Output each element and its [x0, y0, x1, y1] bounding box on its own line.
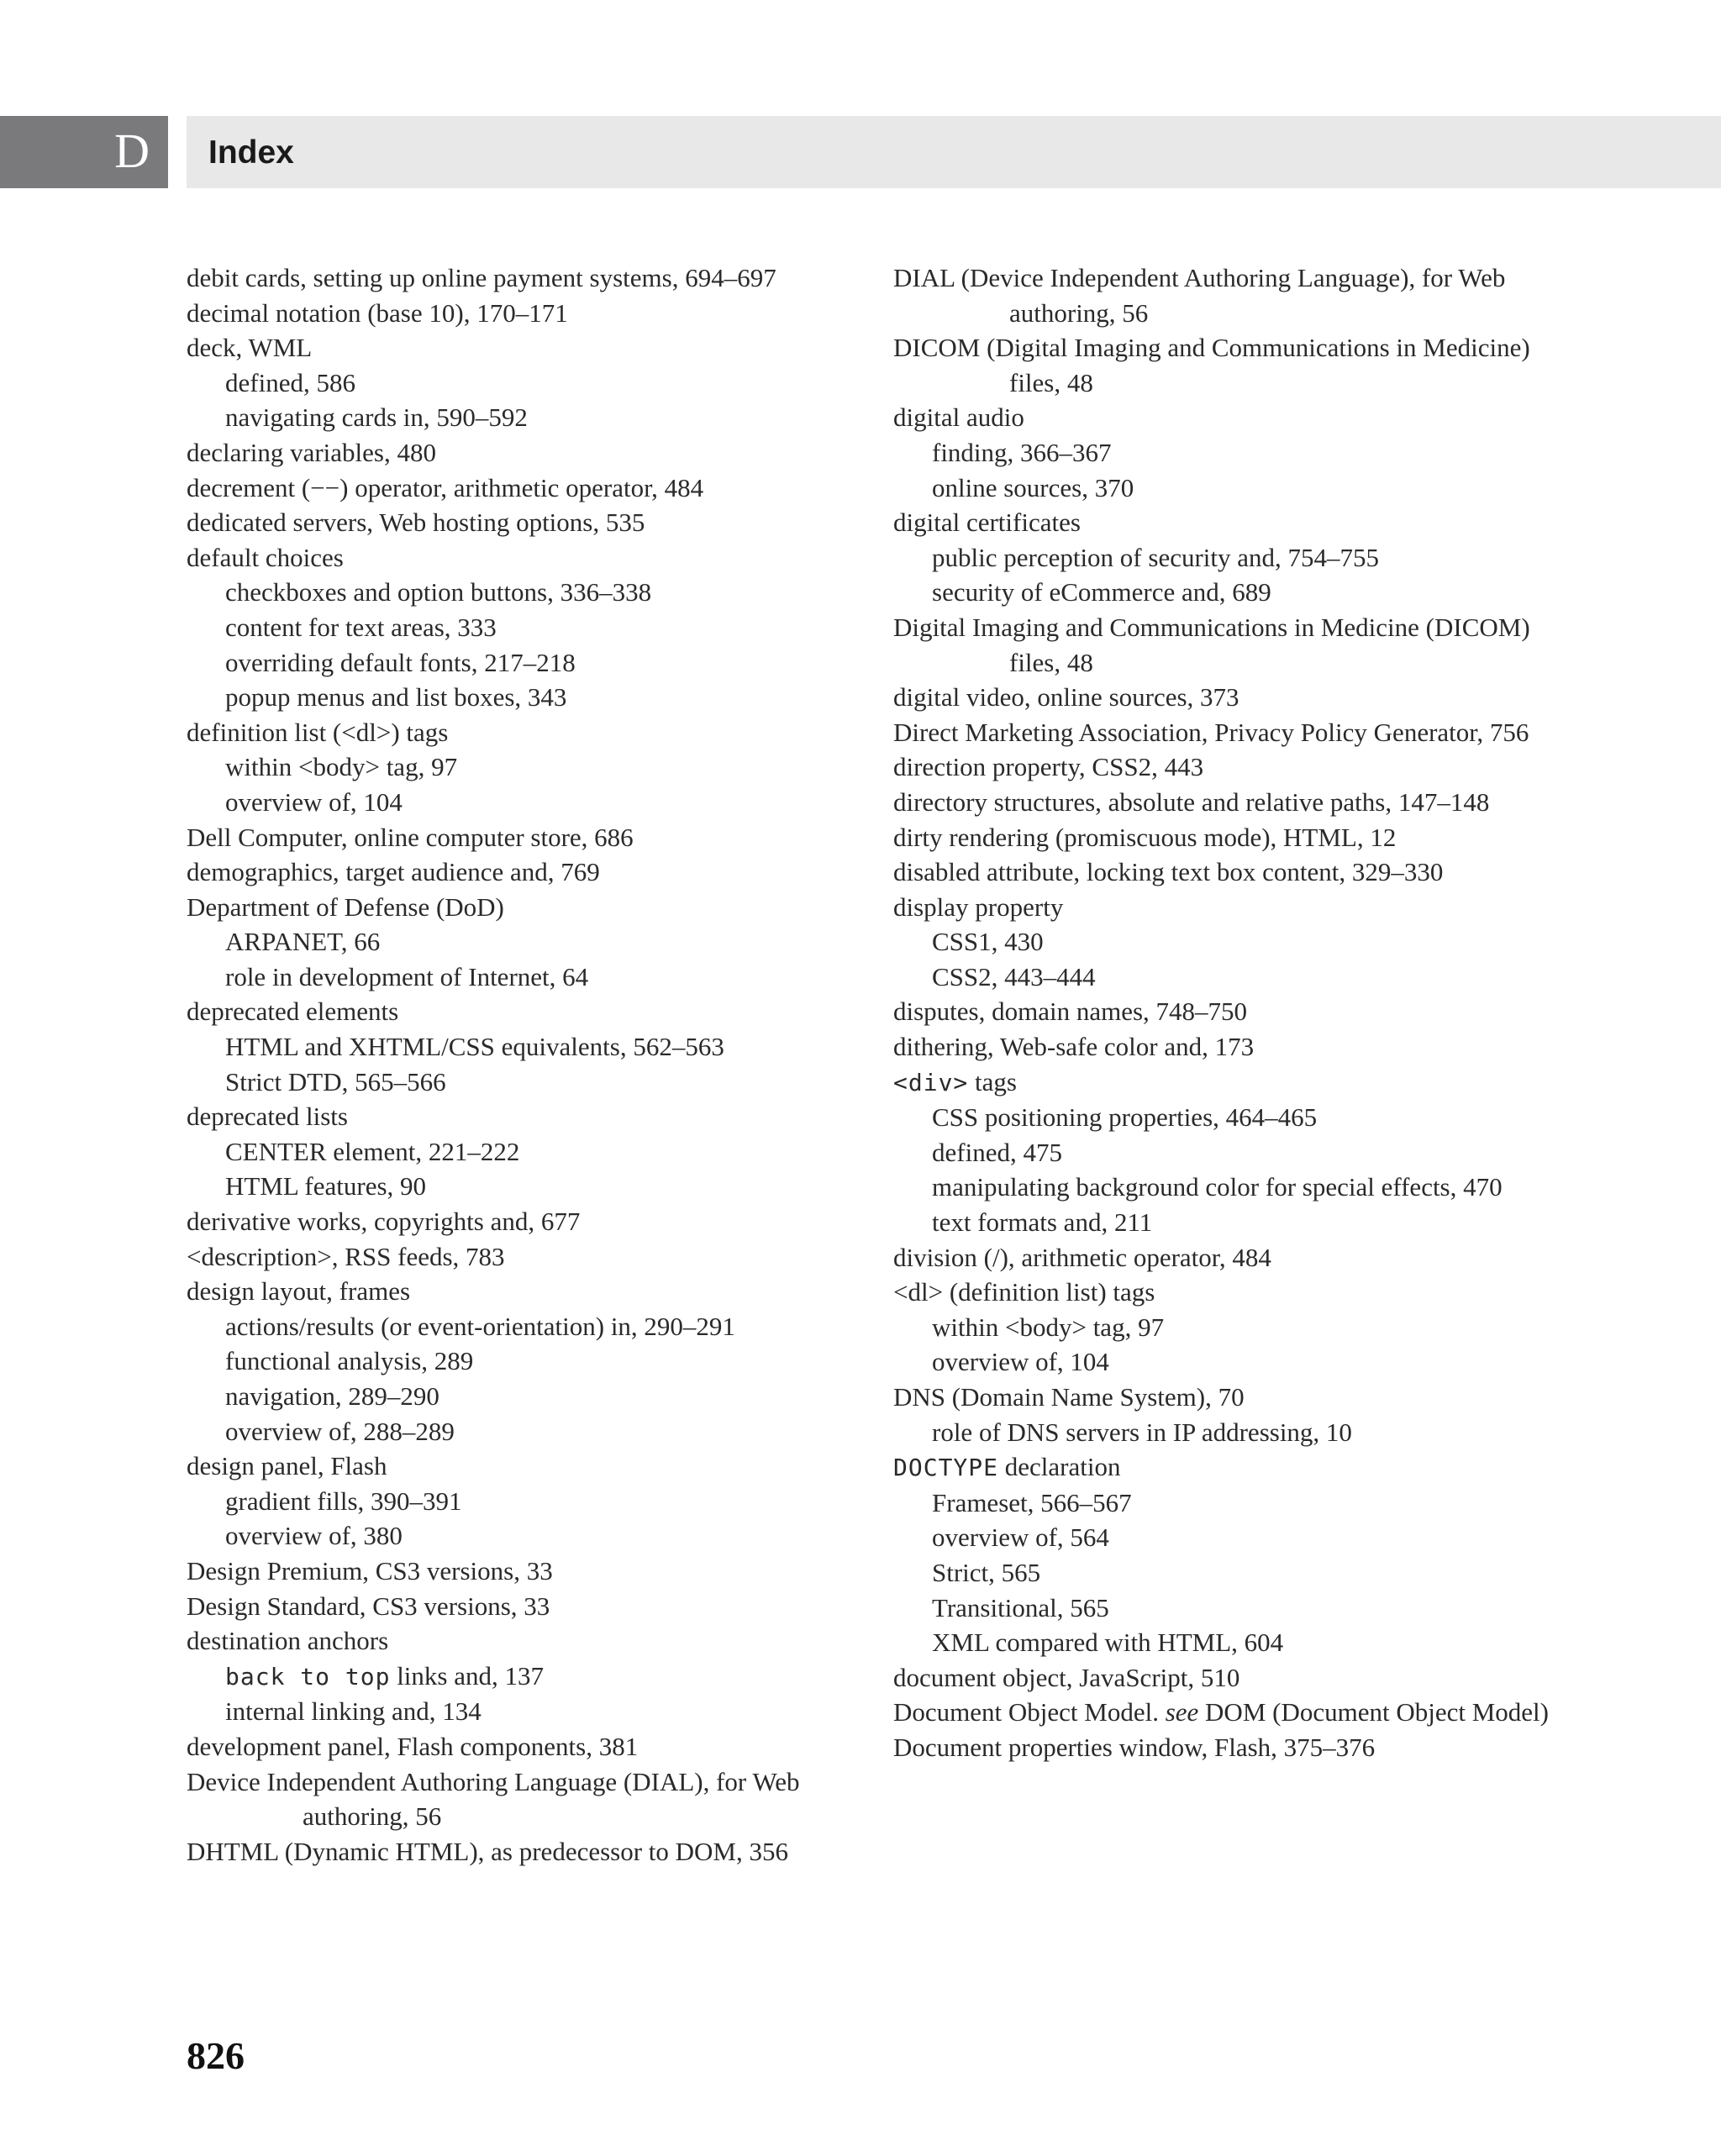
index-entry	[893, 260, 1582, 330]
index-entry	[187, 1589, 876, 1624]
index-subentry	[893, 1591, 1582, 1626]
index-entry	[893, 400, 1582, 435]
entry-text: overview of, 380	[225, 1521, 403, 1551]
index-subentry	[893, 960, 1582, 995]
index-entry	[893, 330, 1582, 400]
index-subentry	[893, 1170, 1582, 1205]
entry-text: Design Standard, CS3 versions, 33	[187, 1591, 550, 1621]
entry-text: deprecated elements	[187, 996, 399, 1027]
index-entry	[187, 1274, 876, 1309]
index-entry	[893, 680, 1582, 715]
entry-text: deck, WML	[187, 333, 313, 363]
index-entry	[893, 1695, 1582, 1730]
entry-text: DIAL (Device Independent Authoring Language), for Web authoring, 56	[893, 263, 1506, 328]
index-entry	[893, 855, 1582, 890]
index-entry	[893, 1065, 1582, 1101]
index-subentry	[187, 1169, 876, 1204]
index-entry	[893, 890, 1582, 925]
entry-text: dedicated servers, Web hosting options, 535	[187, 507, 645, 538]
entry-text: defined, 475	[932, 1137, 1062, 1167]
entry-text: overview of, 104	[932, 1347, 1109, 1377]
entry-text: overview of, 104	[225, 786, 403, 817]
entry-text: Frameset, 566–567	[932, 1487, 1132, 1517]
entry-text: <description>, RSS feeds, 783	[187, 1241, 505, 1271]
entry-text: within <body> tag, 97	[932, 1312, 1165, 1342]
entry-text: navigating cards in, 590–592	[225, 402, 528, 433]
entry-text: direction property, CSS2, 443	[893, 752, 1204, 782]
entry-text: CSS2, 443–444	[932, 961, 1096, 991]
index-entry	[187, 715, 876, 750]
index-subentry	[187, 924, 876, 960]
entry-text: Direct Marketing Association, Privacy Policy Generator, 756	[893, 717, 1529, 747]
index-subentry	[187, 1414, 876, 1449]
index-subentry	[187, 365, 876, 401]
index-entry	[187, 330, 876, 365]
index-entry	[187, 505, 876, 540]
entry-text: dithering, Web-safe color and, 173	[893, 1032, 1255, 1062]
index-subentry	[893, 540, 1582, 576]
entry-text: ARPANET, 66	[225, 927, 381, 957]
index-entry	[893, 1380, 1582, 1415]
code-term: back to top	[225, 1662, 391, 1691]
index-subentry	[893, 1555, 1582, 1591]
running-header	[187, 116, 1721, 188]
entry-text: disabled attribute, locking text box content, 329–330	[893, 857, 1444, 887]
entry-text: Device Independent Authoring Language (DIAL), for Web authoring, 56	[187, 1766, 800, 1832]
index-entry	[187, 1239, 876, 1275]
entry-text: tags	[968, 1066, 1017, 1096]
entry-text: design panel, Flash	[187, 1451, 387, 1481]
index-entry	[893, 994, 1582, 1029]
index-entry	[893, 505, 1582, 540]
index-subentry	[187, 1694, 876, 1729]
index-subentry	[187, 1518, 876, 1554]
index-subentry	[187, 1379, 876, 1414]
index-subentry	[187, 400, 876, 435]
entry-text: Strict, 565	[932, 1557, 1041, 1587]
index-entry	[187, 540, 876, 576]
index-subentry	[187, 1065, 876, 1100]
entry-text: overriding default fonts, 217–218	[225, 647, 576, 677]
entry-text: role in development of Internet, 64	[225, 961, 589, 991]
entry-text: destination anchors	[187, 1626, 389, 1656]
index-entry	[187, 1449, 876, 1484]
index-entry	[187, 890, 876, 925]
entry-text: CSS positioning properties, 464–465	[932, 1102, 1318, 1133]
entry-text: manipulating background color for special effects, 470	[932, 1172, 1503, 1202]
index-entry	[893, 1449, 1582, 1486]
entry-text: digital audio	[893, 402, 1024, 433]
index-subentry	[893, 1520, 1582, 1555]
entry-text: development panel, Flash components, 381	[187, 1731, 639, 1761]
entry-text: Design Premium, CS3 versions, 33	[187, 1555, 553, 1585]
entry-text: Department of Defense (DoD)	[187, 891, 504, 922]
entry-text: display property	[893, 891, 1064, 922]
index-entry	[893, 1029, 1582, 1065]
index-subentry	[893, 1205, 1582, 1240]
index-subentry	[893, 1486, 1582, 1521]
index-entry	[893, 715, 1582, 750]
index-subentry	[187, 785, 876, 820]
index-entry	[893, 1240, 1582, 1275]
entry-text: design layout, frames	[187, 1276, 411, 1307]
entry-text: text formats and, 211	[932, 1207, 1153, 1238]
index-column-right	[893, 260, 1582, 1765]
section-letter-tab	[0, 116, 168, 188]
index-subentry	[187, 1134, 876, 1170]
index-subentry	[893, 471, 1582, 506]
index-entry	[893, 785, 1582, 820]
entry-text: dirty rendering (promiscuous mode), HTML, 12	[893, 822, 1397, 852]
code-term: DOCTYPE	[893, 1454, 999, 1482]
entry-text: content for text areas, 333	[225, 612, 497, 642]
index-subentry	[187, 680, 876, 715]
entry-text: digital video, online sources, 373	[893, 682, 1239, 713]
entry-text: deprecated lists	[187, 1102, 348, 1132]
index-subentry	[187, 610, 876, 645]
entry-text: online sources, 370	[932, 472, 1134, 502]
index-entry	[187, 1554, 876, 1589]
entry-text: <dl> (definition list) tags	[893, 1277, 1155, 1307]
entry-text: DHTML (Dynamic HTML), as predecessor to DOM, 356	[187, 1836, 788, 1866]
index-entry	[187, 994, 876, 1029]
entry-text: public perception of security and, 754–755	[932, 542, 1380, 572]
entry-text: popup menus and list boxes, 343	[225, 682, 567, 713]
index-subentry	[893, 1625, 1582, 1660]
entry-text: directory structures, absolute and relative paths, 147–148	[893, 786, 1490, 817]
entry-text: Strict DTD, 565–566	[225, 1066, 446, 1096]
index-subentry	[187, 1484, 876, 1519]
entry-text: Document properties window, Flash, 375–376	[893, 1732, 1376, 1762]
entry-text: actions/results (or event-orientation) in, 290–291	[225, 1311, 735, 1341]
entry-text: defined, 586	[225, 367, 355, 397]
entry-text: HTML features, 90	[225, 1171, 427, 1202]
entry-text: overview of, 288–289	[225, 1416, 455, 1446]
entry-text: decrement (−−) operator, arithmetic operator, 484	[187, 472, 704, 502]
index-subentry	[893, 1100, 1582, 1135]
entry-text: security of eCommerce and, 689	[932, 577, 1271, 607]
index-entry	[893, 820, 1582, 855]
index-subentry	[187, 1029, 876, 1065]
page-number: 826	[187, 2034, 245, 2077]
entry-text: checkboxes and option buttons, 336–338	[225, 577, 652, 607]
entry-text: XML compared with HTML, 604	[932, 1628, 1284, 1658]
entry-text: within <body> tag, 97	[225, 752, 458, 782]
entry-text: digital certificates	[893, 507, 1081, 538]
entry-text: default choices	[187, 542, 344, 572]
index-subentry	[893, 1415, 1582, 1450]
entry-text: overview of, 564	[932, 1522, 1109, 1553]
index-subentry	[893, 1344, 1582, 1380]
index-entry	[187, 820, 876, 855]
index-subentry	[187, 960, 876, 995]
index-entry	[187, 855, 876, 890]
entry-text: disputes, domain names, 748–750	[893, 996, 1248, 1027]
index-entry	[187, 435, 876, 471]
entry-text: navigation, 289–290	[225, 1381, 439, 1411]
entry-text: functional analysis, 289	[225, 1346, 474, 1376]
section-letter: D	[114, 124, 150, 178]
index-entry	[893, 749, 1582, 785]
entry-text: HTML and XHTML/CSS equivalents, 562–563	[225, 1032, 724, 1062]
see-reference: see	[1165, 1697, 1199, 1727]
entry-text: CSS1, 430	[932, 927, 1044, 957]
index-subentry	[893, 575, 1582, 610]
index-subentry	[893, 435, 1582, 471]
entry-text: declaring variables, 480	[187, 437, 436, 467]
index-entry	[187, 296, 876, 331]
entry-text: declaration	[998, 1452, 1121, 1482]
index-subentry	[893, 1310, 1582, 1345]
index-entry	[893, 1730, 1582, 1765]
entry-text: Dell Computer, online computer store, 686	[187, 822, 634, 852]
entry-text: CENTER element, 221–222	[225, 1136, 520, 1166]
index-subentry	[893, 1135, 1582, 1170]
index-entry	[893, 1275, 1582, 1310]
index-entry	[187, 1729, 876, 1764]
code-term: <div>	[893, 1068, 969, 1096]
entry-text-cont: DOM (Document Object Model)	[1198, 1697, 1549, 1727]
index-entry	[187, 1834, 876, 1869]
index-subentry	[187, 749, 876, 785]
index-subentry	[187, 1659, 876, 1695]
index-subentry	[187, 645, 876, 681]
index-subentry	[187, 1309, 876, 1344]
entry-text: demographics, target audience and, 769	[187, 857, 600, 887]
index-entry	[187, 471, 876, 506]
entry-text: Digital Imaging and Communications in Medicine (DICOM) files, 48	[893, 612, 1530, 677]
entry-text: derivative works, copyrights and, 677	[187, 1207, 581, 1237]
entry-text: gradient fills, 390–391	[225, 1486, 462, 1516]
index-entry	[187, 1764, 876, 1834]
entry-text: definition list (<dl>) tags	[187, 717, 449, 747]
index-entry	[187, 1204, 876, 1239]
index-entry	[187, 1099, 876, 1134]
index-entry	[187, 260, 876, 296]
entry-text: links and, 137	[390, 1660, 544, 1691]
index-entry	[187, 1623, 876, 1659]
index-entry	[893, 610, 1582, 680]
index-subentry	[187, 575, 876, 610]
index-subentry	[893, 924, 1582, 960]
entry-text: decimal notation (base 10), 170–171	[187, 297, 568, 328]
entry-text: document object, JavaScript, 510	[893, 1662, 1240, 1692]
entry-text: internal linking and, 134	[225, 1696, 482, 1727]
index-subentry	[187, 1344, 876, 1379]
entry-text: role of DNS servers in IP addressing, 10	[932, 1417, 1352, 1447]
entry-text: finding, 366–367	[932, 437, 1112, 467]
index-entry	[893, 1660, 1582, 1696]
entry-text: debit cards, setting up online payment systems, 694–697	[187, 263, 776, 292]
entry-text: Transitional, 565	[932, 1592, 1109, 1622]
entry-text: DNS (Domain Name System), 70	[893, 1382, 1245, 1412]
index-column-left	[187, 260, 876, 1869]
entry-text: DICOM (Digital Imaging and Communications in Medicine) files, 48	[893, 333, 1530, 397]
entry-text: Document Object Model.	[893, 1697, 1166, 1727]
page-title: Index	[208, 134, 294, 171]
entry-text: division (/), arithmetic operator, 484	[893, 1242, 1271, 1272]
